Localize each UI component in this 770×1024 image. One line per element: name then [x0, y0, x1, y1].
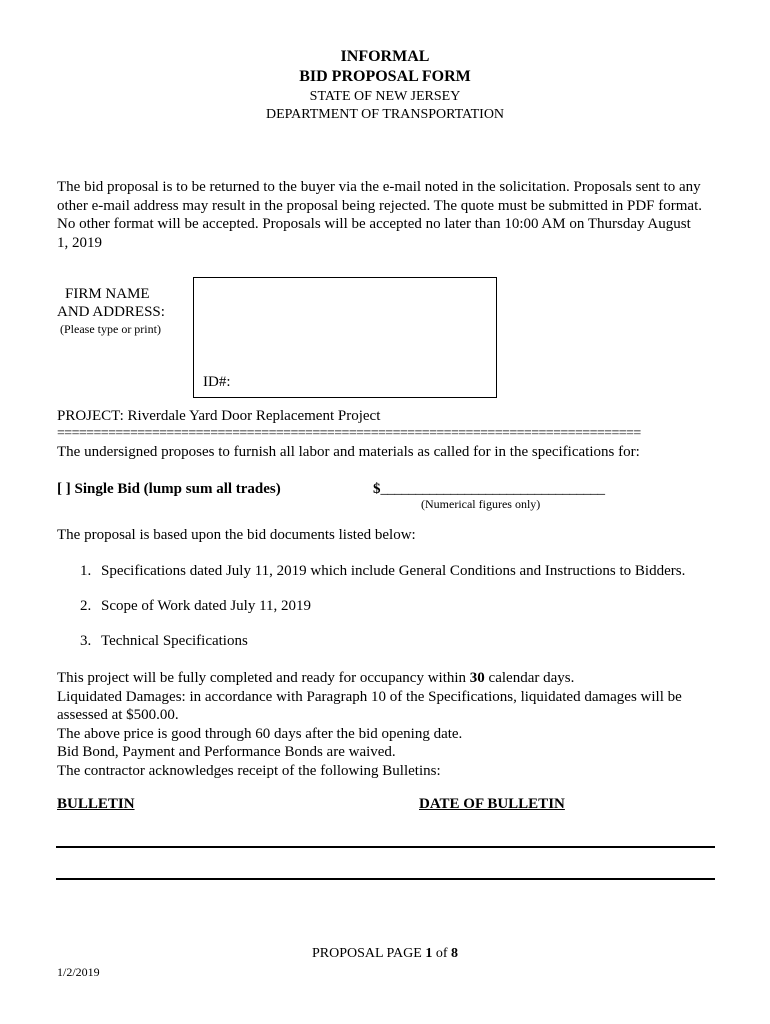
list-number: 2.: [80, 598, 92, 614]
project-line: PROJECT: Riverdale Yard Door Replacement Project: [57, 408, 381, 424]
currency-symbol: $: [373, 481, 381, 497]
list-number: 3.: [80, 633, 92, 649]
completion-text-end: calendar days.: [484, 670, 575, 686]
price-validity-line: The above price is good through 60 days after the bid opening date.: [57, 725, 463, 742]
state-name: STATE OF NEW JERSEY: [309, 89, 461, 104]
list-number: 1.: [80, 563, 92, 579]
intro-line: 1, 2019: [57, 234, 102, 251]
firm-hint: (Please type or print): [60, 322, 161, 336]
page-total: 8: [451, 946, 458, 961]
page-indicator: [0, 946, 770, 962]
bulletin-entry-line[interactable]: [56, 846, 715, 848]
list-item: [80, 598, 311, 615]
list-item: [80, 633, 248, 650]
list-text: Scope of Work dated July 11, 2019: [101, 598, 312, 614]
page-of: of: [432, 946, 451, 961]
liquidated-damages-line: Liquidated Damages: in accordance with Paragraph 10 of the Specifications, liquidated damages will be: [57, 688, 682, 705]
undersigned-statement: The undersigned proposes to furnish all labor and materials as called for in the specifications for:: [57, 444, 640, 460]
list-item: [80, 563, 685, 580]
amount-line: ________________________________: [380, 481, 605, 497]
footer-date: 1/2/2019: [57, 965, 100, 979]
bid-amount-field[interactable]: [373, 481, 605, 498]
firm-name-address-box[interactable]: [193, 277, 497, 398]
intro-paragraph: [57, 178, 717, 252]
completion-days: 30: [469, 670, 485, 686]
acknowledgement-line: The contractor acknowledges receipt of the following Bulletins:: [57, 762, 441, 779]
firm-address-label: AND ADDRESS:: [57, 304, 165, 320]
firm-name-label: FIRM NAME: [65, 286, 150, 302]
department-name: DEPARTMENT OF TRANSPORTATION: [265, 107, 505, 122]
intro-line: other e-mail address may result in the proposal being rejected. The quote must be submitted in PDF format.: [57, 197, 702, 214]
documents-intro: The proposal is based upon the bid documents listed below:: [57, 527, 416, 543]
amount-hint: (Numerical figures only): [421, 497, 541, 511]
terms-block: [57, 669, 717, 780]
form-title: BID PROPOSAL FORM: [299, 68, 471, 85]
bulletin-entry-line[interactable]: [56, 878, 715, 880]
completion-line: [57, 669, 717, 688]
separator-line: ================================================================================: [57, 427, 641, 441]
list-text: Specifications dated July 11, 2019 which include General Conditions and Instructions to Bidders.: [101, 563, 686, 579]
page-label: PROPOSAL PAGE: [311, 946, 426, 961]
intro-line: The bid proposal is to be returned to the buyer via the e-mail noted in the solicitation. Proposals sent to any: [57, 179, 701, 195]
completion-text: This project will be fully completed and ready for occupancy within: [57, 670, 470, 686]
form-title-informal: INFORMAL: [340, 48, 430, 65]
single-bid-label: [ ] Single Bid (lump sum all trades): [57, 481, 281, 497]
bulletin-header: BULLETIN: [57, 796, 135, 812]
page-number: 1: [425, 946, 433, 961]
bonds-line: Bid Bond, Payment and Performance Bonds are waived.: [57, 744, 396, 760]
list-text: Technical Specifications: [101, 633, 248, 649]
bulletin-date-header: DATE OF BULLETIN: [419, 796, 565, 812]
id-label: ID#:: [203, 374, 231, 390]
single-bid-option[interactable]: [57, 481, 281, 498]
liquidated-damages-line: assessed at $500.00.: [57, 707, 179, 723]
intro-line: No other format will be accepted. Proposals will be accepted no later than 10:00 AM on Thursday August: [57, 216, 691, 232]
